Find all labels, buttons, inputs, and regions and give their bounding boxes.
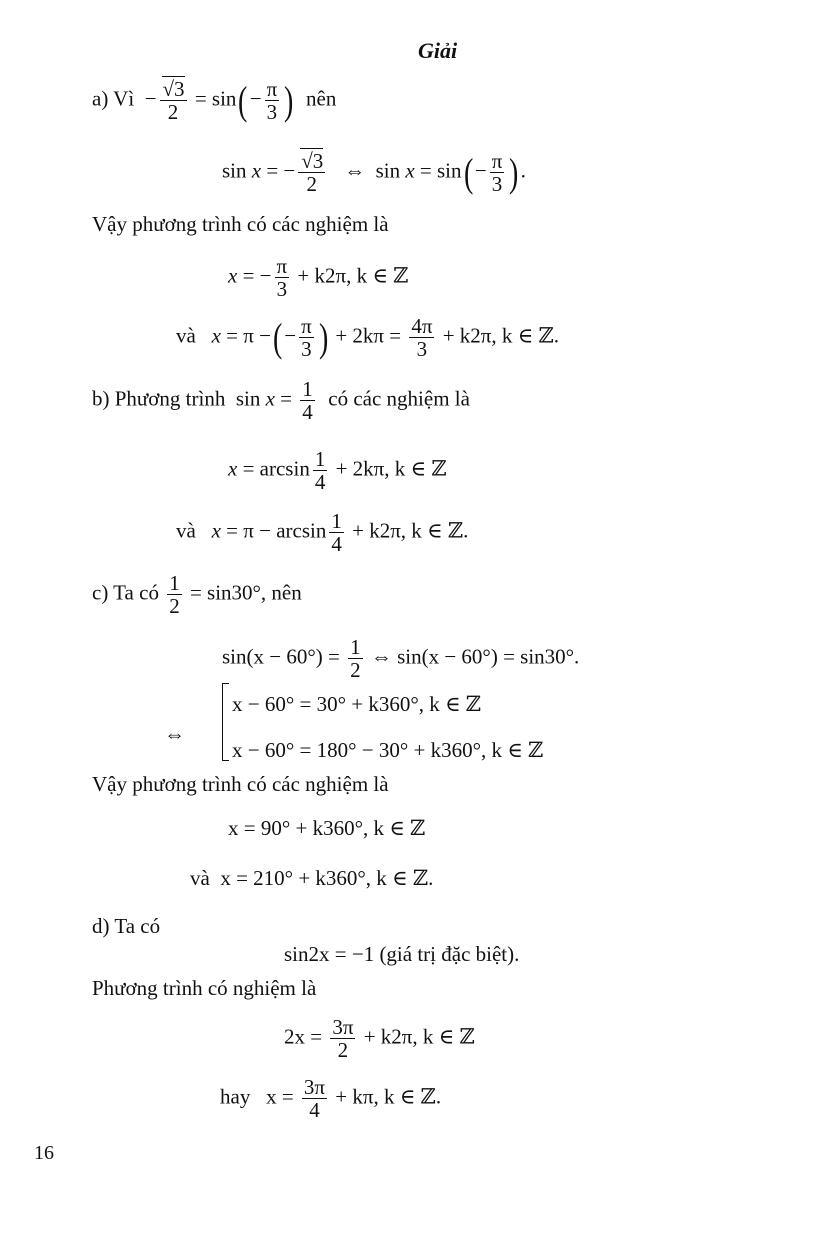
part-b-solution-2: và x = π − arcsin $\frac{1}{4}$ + k2π, k ∈ ℤ. bbox=[176, 509, 469, 557]
section-heading: Giải bbox=[418, 38, 458, 63]
part-c-equation: sin(x − 60°) = $\frac{1}{2}$ ⇔ sin(x − 60°) = sin30°. bbox=[222, 635, 580, 683]
part-a-label: a) Vì bbox=[92, 86, 135, 111]
part-c-solution-2: và x = 210° + k360°, k ∈ ℤ. bbox=[190, 866, 434, 890]
part-c-case-2: x − 60° = 180° − 30° + k360°, k ∈ ℤ bbox=[232, 738, 544, 762]
part-a-equation: sin x = − $\frac{√3}{2}$ ⇔ sin x = sin(− $\frac{\pi}{3}$ ). bbox=[222, 149, 526, 197]
part-b-solution-1: x = arcsin $\frac{1}{4}$ + 2kπ, k ∈ ℤ bbox=[228, 447, 447, 495]
part-b-intro: b) Phương trình sin x = $\frac{1}{4}$ có các nghiệm là bbox=[92, 377, 470, 425]
part-c-case-1: x − 60° = 30° + k360°, k ∈ ℤ bbox=[232, 692, 482, 716]
part-a-conclusion: Vậy phương trình có các nghiệm là bbox=[92, 212, 389, 236]
part-d-solution-1: 2x = $\frac{3\pi}{2}$ + k2π, k ∈ ℤ bbox=[284, 1015, 475, 1063]
part-d-conclusion: Phương trình có nghiệm là bbox=[92, 976, 317, 1000]
part-a-intro: a) Vì − $\frac{√3}{2}$ = sin(− $\frac{\pi}{3}$ ) nên bbox=[92, 77, 337, 125]
part-d-equation: sin2x = −1 (giá trị đặc biệt). bbox=[284, 942, 520, 966]
part-c-solution-1: x = 90° + k360°, k ∈ ℤ bbox=[228, 816, 426, 840]
part-c-equiv-symbol: ⇔ bbox=[164, 722, 185, 746]
part-a-solution-1: x = − $\frac{\pi}{3}$ + k2π, k ∈ ℤ bbox=[228, 254, 409, 302]
fraction-sqrt3-over-2: $\frac{√3}{2}$ bbox=[160, 78, 187, 123]
fraction-pi-over-3: $\frac{\pi}{3}$ bbox=[266, 77, 278, 125]
part-d-intro: d) Ta có bbox=[92, 914, 161, 938]
part-c-intro: c) Ta có $\frac{1}{2}$ = sin30°, nên bbox=[92, 571, 302, 619]
part-c-conclusion: Vậy phương trình có các nghiệm là bbox=[92, 772, 389, 796]
part-a-solution-2: và x = π −(− $\frac{\pi}{3}$ ) + 2kπ = $\frac{4\pi}{3}$ + k2π, k ∈ ℤ. bbox=[176, 314, 560, 362]
part-c-case-bracket bbox=[222, 683, 229, 761]
part-d-solution-2: hay x = $\frac{3\pi}{4}$ + kπ, k ∈ ℤ. bbox=[220, 1075, 442, 1123]
page-number: 16 bbox=[34, 1142, 54, 1164]
